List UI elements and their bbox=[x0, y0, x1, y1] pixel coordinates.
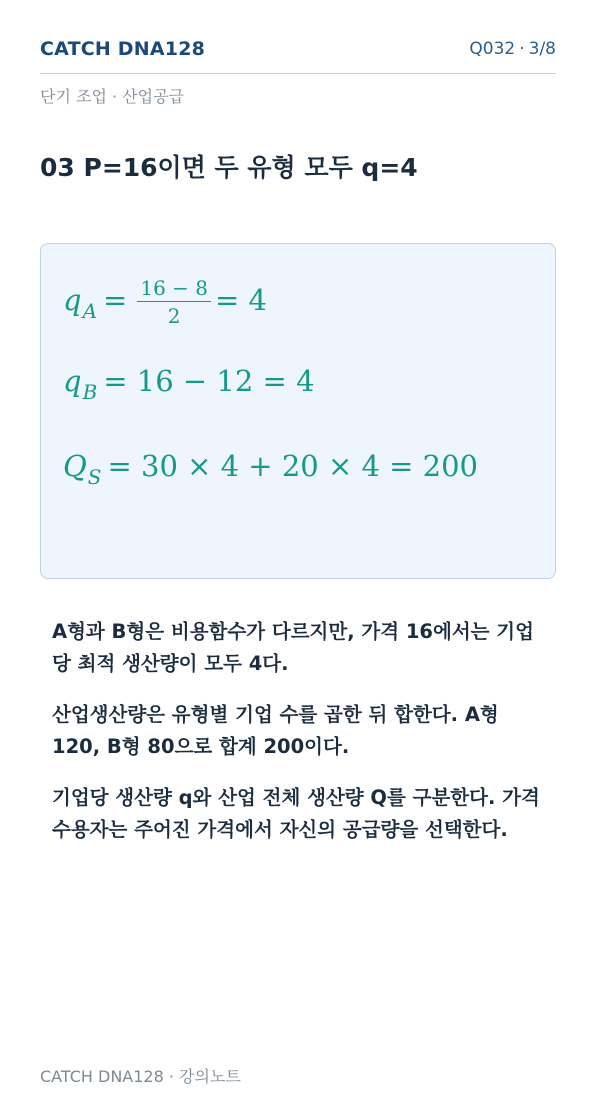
section-subtitle: 단기 조업 · 산업공급 bbox=[40, 87, 184, 106]
formula-qb-var: q bbox=[63, 364, 82, 398]
page-number: 3/8 bbox=[528, 39, 556, 59]
formula-qa-numerator: 16 − 8 bbox=[137, 278, 211, 302]
header bbox=[40, 38, 556, 74]
formula-qb-expr: = 16 − 12 = 4 bbox=[103, 364, 315, 398]
formula-qa-result: = 4 bbox=[215, 283, 267, 317]
formula-qa-var: q bbox=[63, 283, 82, 317]
formula-qs bbox=[63, 449, 478, 489]
paragraph-1: A형과 B형은 비용함수가 다르지만, 가격 16에서는 기업당 최적 생산량이 모두 4다. bbox=[52, 620, 534, 675]
paragraph-2: 산업생산량은 유형별 기업 수를 곱한 뒤 합한다. A형 120, B형 80으로 합계 200이다. bbox=[52, 703, 499, 758]
paragraph-3: 기업당 생산량 q와 산업 전체 생산량 Q를 구분한다. 가격수용자는 주어진 가격에서 자신의 공급량을 선택한다. bbox=[52, 786, 540, 841]
question-id: Q032 bbox=[469, 39, 516, 59]
formula-qa-sub: A bbox=[82, 299, 98, 323]
formula-qa-eq: = bbox=[103, 283, 128, 317]
formula-qs-sub: S bbox=[87, 465, 102, 489]
pager-separator: · bbox=[519, 39, 525, 59]
formula-qs-var: Q bbox=[63, 449, 87, 483]
formula-qa-fraction bbox=[137, 278, 211, 326]
formula-qa bbox=[63, 278, 267, 326]
formula-qa-denominator: 2 bbox=[167, 304, 181, 328]
formula-box bbox=[40, 243, 556, 579]
slide-title: 03 P=16이면 두 유형 모두 q=4 bbox=[40, 153, 418, 182]
footer: CATCH DNA128 · 강의노트 bbox=[40, 1067, 241, 1086]
page-indicator bbox=[469, 39, 556, 59]
formula-qb-sub: B bbox=[82, 380, 98, 404]
formula-qb bbox=[63, 364, 315, 404]
formula-qs-expr: = 30 × 4 + 20 × 4 = 200 bbox=[107, 449, 478, 483]
brand-title: CATCH DNA128 bbox=[40, 38, 206, 60]
